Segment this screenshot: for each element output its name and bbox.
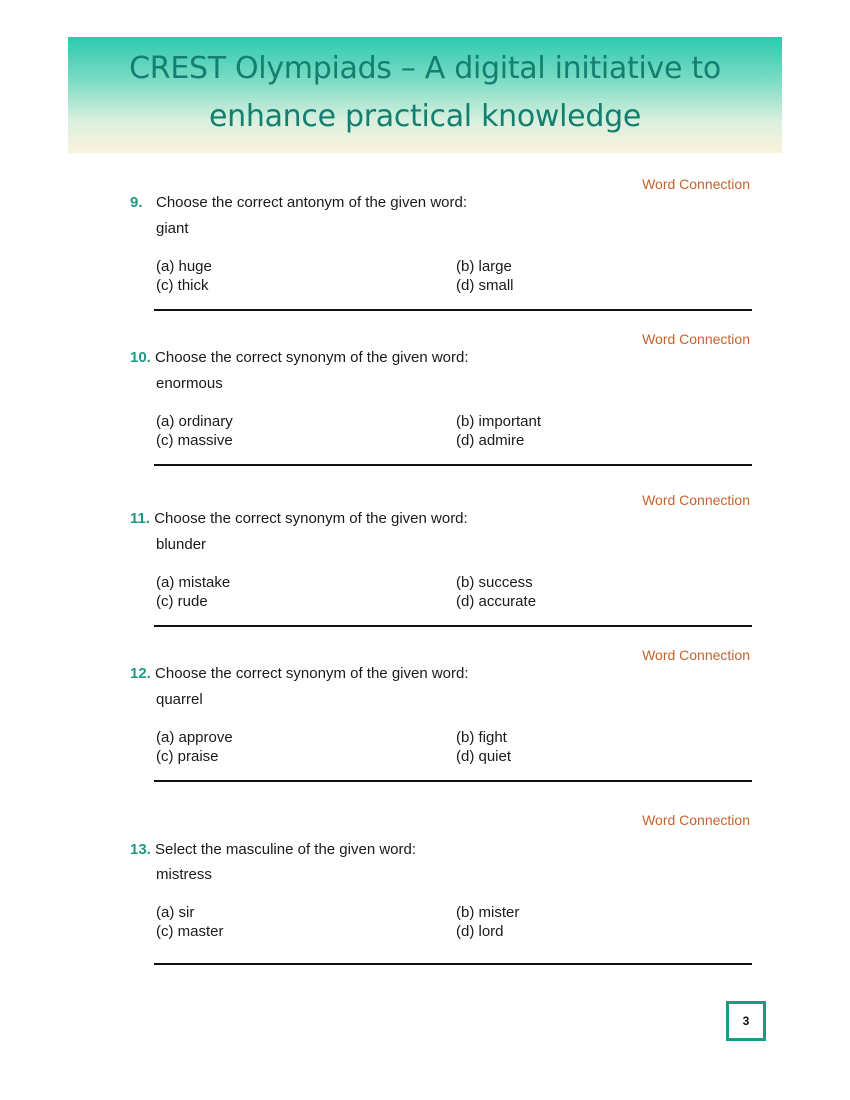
option-c: (c) praise	[156, 748, 219, 765]
option-a: (a) sir	[156, 904, 195, 921]
option-a: (a) huge	[156, 258, 212, 275]
option-d: (d) accurate	[456, 593, 537, 610]
question-text	[130, 349, 469, 366]
question-word: enormous	[156, 375, 223, 392]
question-tag: Word Connection	[642, 647, 750, 663]
question-divider	[154, 625, 752, 627]
question-word: mistress	[156, 866, 212, 883]
question-tag: Word Connection	[642, 331, 750, 347]
option-b: (b) success	[456, 574, 533, 591]
question-divider	[154, 309, 752, 311]
option-a: (a) approve	[156, 729, 233, 746]
question-number: 11.	[130, 510, 151, 527]
question-word: blunder	[156, 536, 207, 553]
option-c: (c) rude	[156, 593, 208, 610]
question-number: 12.	[130, 665, 151, 682]
option-c: (c) thick	[156, 277, 209, 294]
question-prompt: Select the masculine of the given word:	[155, 841, 417, 858]
page-number-label: 3	[742, 1014, 750, 1028]
question-prompt: Choose the correct synonym of the given word:	[155, 665, 469, 682]
option-c: (c) master	[156, 923, 224, 940]
option-d: (d) small	[456, 277, 514, 294]
question-prompt: Choose the correct synonym of the given word:	[155, 349, 469, 366]
page-title	[68, 45, 782, 141]
question-prompt: Choose the correct synonym of the given word:	[154, 510, 468, 527]
title-line-2: enhance practical knowledge	[209, 99, 641, 134]
question-prompt: Choose the correct antonym of the given word:	[156, 194, 468, 211]
question-text	[130, 510, 468, 527]
option-d: (d) lord	[456, 923, 504, 940]
question-divider	[154, 464, 752, 466]
page-number	[726, 1001, 766, 1041]
question-number: 9.	[130, 194, 143, 211]
question-text	[130, 194, 467, 211]
question-word: giant	[156, 220, 189, 237]
question-word: quarrel	[156, 691, 203, 708]
question-text	[130, 841, 416, 858]
option-d: (d) quiet	[456, 748, 512, 765]
question-number: 13.	[130, 841, 151, 858]
question-number: 10.	[130, 349, 151, 366]
question-tag: Word Connection	[642, 812, 750, 828]
question-text	[130, 665, 469, 682]
question-divider	[154, 780, 752, 782]
option-b: (b) large	[456, 258, 512, 275]
header-banner	[68, 37, 782, 153]
title-line-1: CREST Olympiads – A digital initiative to	[129, 51, 721, 86]
question-tag: Word Connection	[642, 176, 750, 192]
option-b: (b) important	[456, 413, 542, 430]
option-a: (a) ordinary	[156, 413, 233, 430]
option-d: (d) admire	[456, 432, 525, 449]
option-a: (a) mistake	[156, 574, 231, 591]
option-b: (b) fight	[456, 729, 507, 746]
question-divider	[154, 963, 752, 965]
option-b: (b) mister	[456, 904, 520, 921]
option-c: (c) massive	[156, 432, 233, 449]
question-tag: Word Connection	[642, 492, 750, 508]
